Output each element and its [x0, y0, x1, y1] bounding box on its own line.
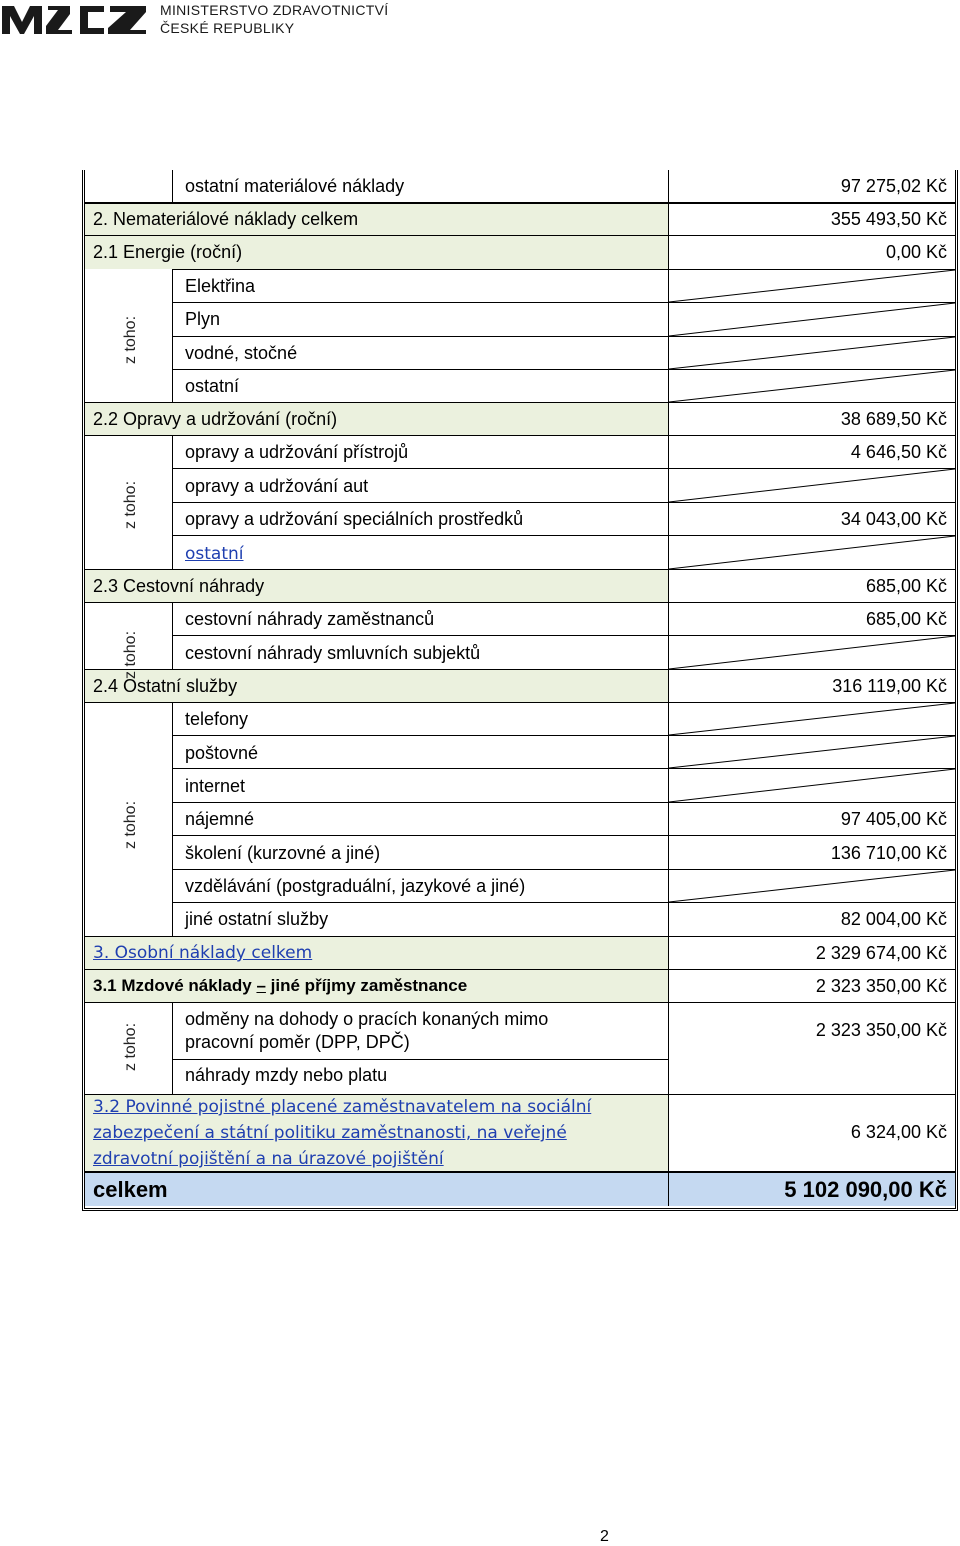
row-label: ostatní materiálové náklady — [185, 176, 405, 196]
row-label: ostatní — [185, 376, 240, 396]
ministry-name — [160, 1, 388, 37]
row-label: náhrady mzdy nebo platu — [185, 1065, 388, 1085]
section-title: 2.3 Cestovní náhrady — [93, 576, 265, 596]
row-amount: 97 405,00 Kč — [840, 809, 947, 829]
z-toho-label: z toho: — [122, 315, 139, 364]
total-label: celkem — [93, 1177, 168, 1202]
row-label-link[interactable]: ostatní — [185, 544, 244, 564]
section-title-link[interactable]: zabezpečení a státní politiku zaměstnanosti, na veřejné — [93, 1123, 567, 1143]
row-amount: 38 689,50 Kč — [840, 409, 947, 429]
row-label: pracovní poměr (DPP, DPČ) — [185, 1032, 410, 1052]
z-toho-label: z toho: — [122, 480, 139, 529]
row-label: Plyn — [185, 309, 221, 329]
row-amount: 685,00 Kč — [865, 576, 947, 596]
row-label: odměny na dohody o pracích konaných mimo — [185, 1009, 549, 1029]
section-title-link[interactable]: 3.2 Povinné pojistné placené zaměstnavatelem na sociální — [93, 1097, 592, 1117]
section-title-link[interactable]: 3. Osobní náklady celkem — [93, 943, 313, 963]
row-amount: 34 043,00 Kč — [840, 509, 947, 529]
page-header — [0, 0, 600, 40]
section-title: 2.2 Opravy a udržování (roční) — [93, 409, 338, 429]
section-title: 2. Nemateriálové náklady celkem — [93, 209, 359, 229]
row-amount: 4 646,50 Kč — [850, 442, 947, 462]
row-amount: 82 004,00 Kč — [840, 909, 947, 929]
row-label: školení (kurzovné a jiné) — [185, 843, 381, 863]
row-label: jiné ostatní služby — [185, 909, 329, 929]
section-title: 2.1 Energie (roční) — [93, 242, 243, 262]
total-amount: 5 102 090,00 Kč — [784, 1177, 947, 1202]
row-label: telefony — [185, 709, 249, 729]
row-amount: 0,00 Kč — [885, 242, 947, 262]
row-amount: 97 275,02 Kč — [840, 176, 947, 196]
row-label: vodné, stočné — [185, 343, 298, 363]
row-amount: 2 323 350,00 Kč — [815, 1020, 947, 1040]
section-title-link[interactable]: zdravotní pojištění a na úrazové pojištění — [93, 1149, 444, 1169]
row-label: opravy a udržování speciálních prostředků — [185, 509, 524, 529]
ministry-line-1: MINISTERSTVO ZDRAVOTNICTVÍ — [160, 2, 389, 18]
z-toho-label: z toho: — [122, 800, 139, 849]
row-label: vzdělávání (postgraduální, jazykové a jiné) — [185, 876, 526, 896]
section-title-dash: – — [256, 976, 266, 995]
cost-table — [82, 170, 958, 1211]
row-amount: 136 710,00 Kč — [830, 843, 947, 863]
row-label: internet — [185, 776, 246, 796]
page-number: 2 — [600, 1528, 609, 1545]
row-amount: 685,00 Kč — [865, 609, 947, 629]
row-amount: 2 329 674,00 Kč — [815, 943, 947, 963]
row-label: poštovné — [185, 743, 259, 763]
row-label: opravy a udržování aut — [185, 476, 369, 496]
row-amount: 316 119,00 Kč — [832, 676, 947, 696]
z-toho-label: z toho: — [122, 1022, 139, 1071]
z-toho-label: z toho: — [122, 630, 139, 679]
row-label: cestovní náhrady smluvních subjektů — [185, 643, 481, 663]
row-amount: 355 493,50 Kč — [830, 209, 947, 229]
row-label: Elektřina — [185, 276, 256, 296]
row-label: opravy a udržování přístrojů — [185, 442, 409, 462]
row-amount: 6 324,00 Kč — [850, 1122, 947, 1142]
section-title-part: 3.1 Mzdové náklady — [93, 976, 252, 995]
section-title-part: jiné příjmy zaměstnance — [270, 976, 468, 995]
ministry-line-2: ČESKÉ REPUBLIKY — [160, 20, 295, 36]
row-amount: 2 323 350,00 Kč — [815, 976, 947, 996]
section-title — [93, 975, 467, 997]
section-title: 2.4 Ostatní služby — [93, 676, 238, 696]
row-label: nájemné — [185, 809, 255, 829]
row-label: cestovní náhrady zaměstnanců — [185, 609, 435, 629]
mzcr-logo-icon — [0, 0, 150, 38]
